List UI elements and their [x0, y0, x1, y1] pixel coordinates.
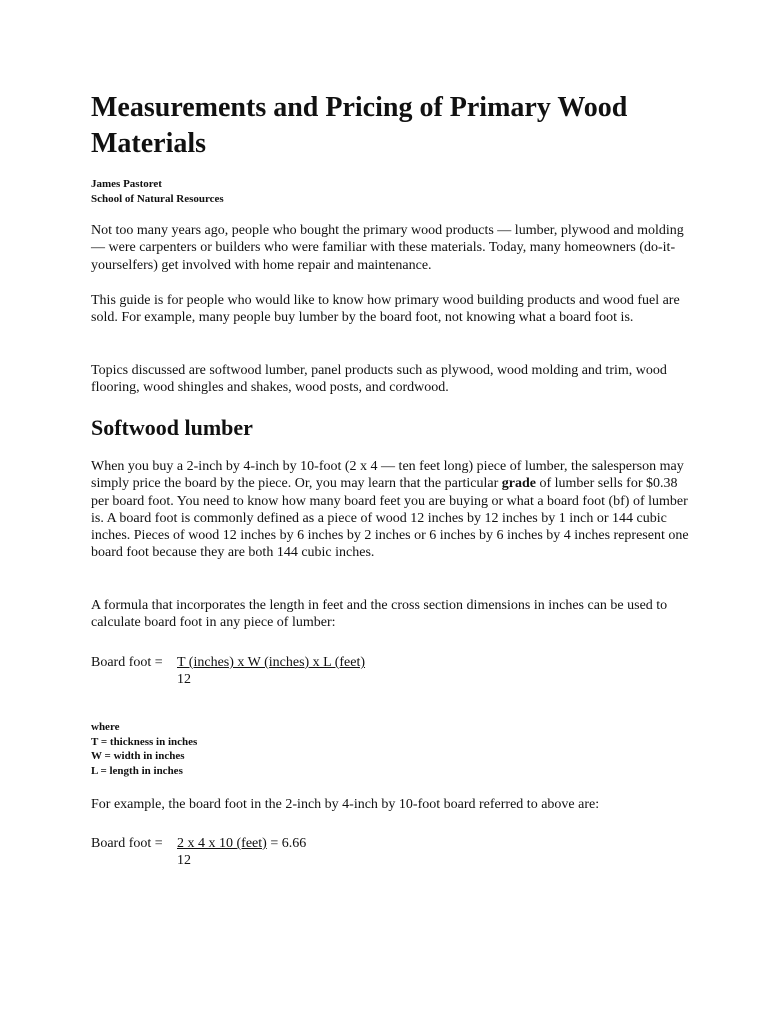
example-formula-label: Board foot =	[91, 836, 163, 851]
example-formula-numerator: 2 x 4 x 10 (feet) = 6.66	[177, 836, 307, 851]
page-title: Measurements and Pricing of Primary Wood Materials	[91, 92, 628, 159]
section-paragraph-3: For example, the board foot in the 2-inch by 4-inch by 10-foot board referred to above are:	[91, 797, 600, 812]
formula-legend	[91, 720, 197, 778]
example-formula-denominator: 12	[177, 853, 191, 868]
author-block	[91, 177, 224, 207]
intro-paragraph-2: This guide is for people who would like to know how primary wood building products and wood fuel are sold. For example, many people buy lumber by the board foot, not knowing what a board foot is.	[91, 293, 680, 326]
formula-label: Board foot =	[91, 655, 163, 670]
formula-numerator: T (inches) x W (inches) x L (feet)	[177, 655, 366, 670]
author-affiliation: School of Natural Resources	[91, 193, 224, 205]
section-paragraph-2: A formula that incorporates the length in feet and the cross section dimensions in inches can be used to calculate board foot in any piece of lumber:	[91, 598, 668, 631]
intro-paragraph-1: Not too many years ago, people who bought the primary wood products — lumber, plywood and molding — were carpenters or builders who were familiar with these materials. Today, many homeowners (do-it-yourselfers) get involved with home repair and maintenance.	[91, 223, 684, 273]
formula-denominator: 12	[177, 672, 191, 687]
legend-where: where	[91, 721, 120, 733]
intro-paragraph-3: Topics discussed are softwood lumber, panel products such as plywood, wood molding and trim, wood flooring, wood shingles and shakes, wood posts, and cordwood.	[91, 363, 667, 396]
legend-length: L = length in inches	[91, 764, 183, 777]
section-paragraph-1-end: of lumber sells for $0.38 per board foot. You need to know how many board feet you are buying or what a board foot (bf) of lumber is. A board foot is commonly defined as a piece of wood 12 inches by 12 inches by 1 inch or 144 cubic inches. Pieces of wood 12 inches by 6 inches by 2 inches or 6 inches by 6 inches by 4 inches represent one board foot because they are both 144 cubic inches.	[91, 476, 689, 561]
section-heading: Softwood lumber	[91, 415, 253, 440]
legend-width: W = width in inches	[91, 750, 185, 762]
legend-thickness: T = thickness in inches	[91, 735, 198, 748]
author-name: James Pastoret	[91, 178, 162, 190]
section-paragraph-1	[91, 458, 691, 562]
grade-term: grade	[501, 476, 536, 492]
section-paragraph-1-start: When you buy a 2-inch by 4-inch by 10-foot (2 x 4 — ten feet long) piece of lumber, the salesperson may simply price the board by the piece. Or, you may learn that the particular	[91, 459, 684, 492]
example-formula-result: = 6.66	[266, 836, 307, 851]
